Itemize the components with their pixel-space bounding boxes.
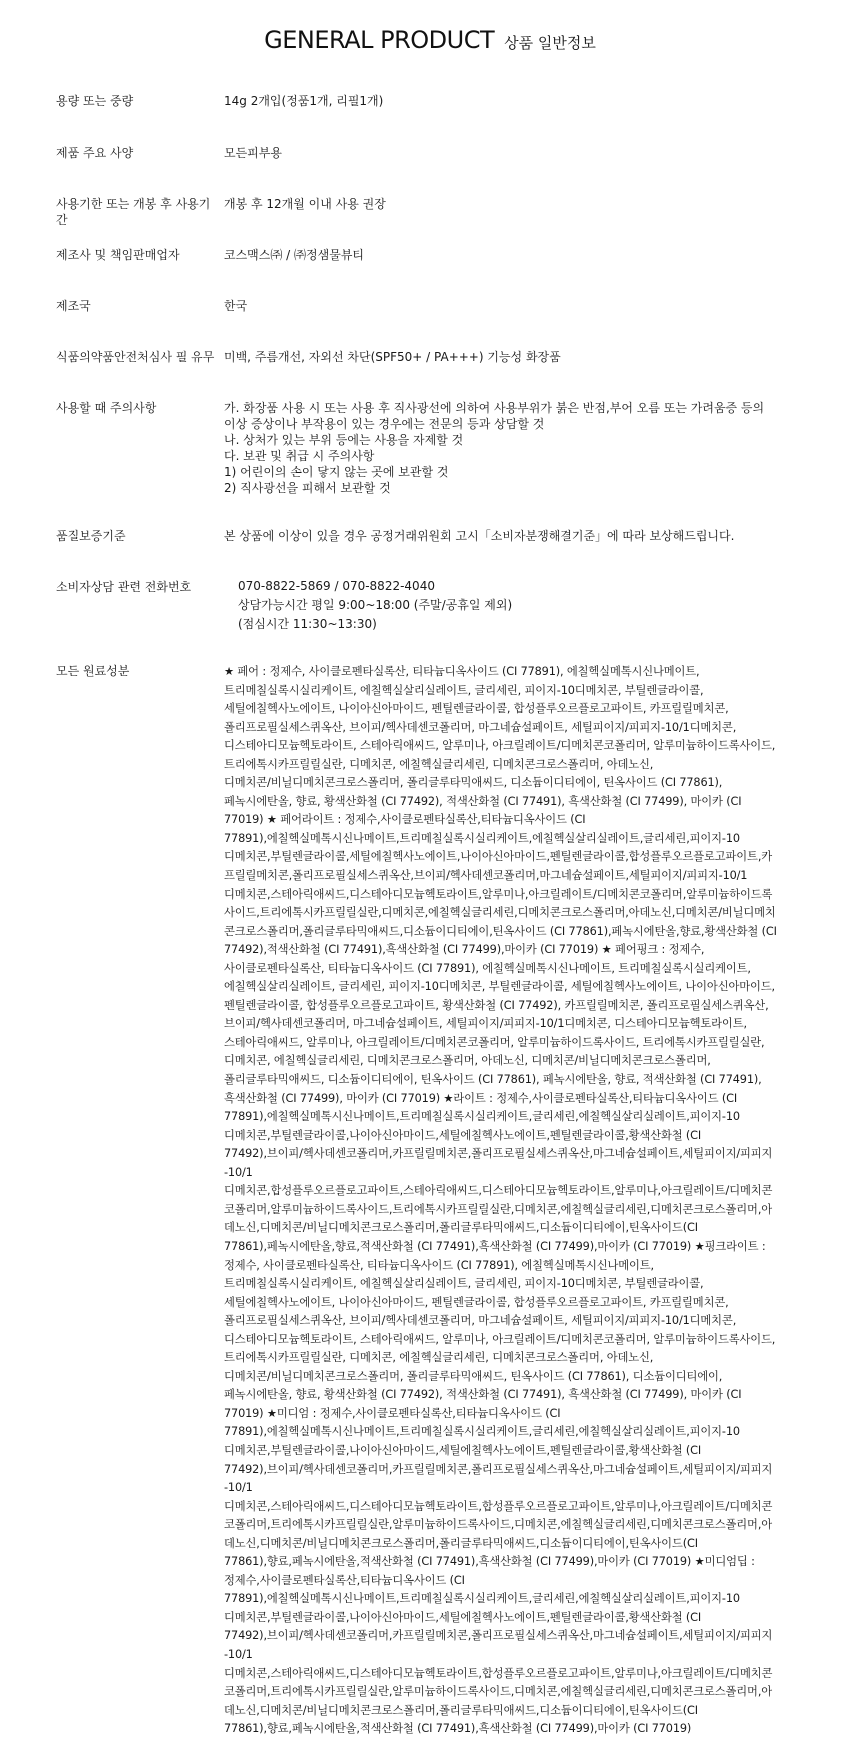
ingredients-text: ★ 페어 : 정제수, 사이클로펜타실록산, 티타늄디옥사이드 (CI 77891), 에칠헥실메톡시신나메이트, 트리메칠실록시실리케이트, 에칠헥실살리실레이트, 글리세린, 피이지-10디메치콘, 부틸렌글라이콜, 세틸에칠헥사노에이트, 나이아신아마이드, 펜틸렌글라이콜, 합성플루오르플로고파이트, 카프릴릴메치콘, 폴리프로필실세스퀴옥산, 브이피/헥사데센코폴리머, 마그네슘설페이트, 세틸피이지/피피지-10/1디메치콘, 디스테아디모늄헥토라이트, 스테아릭애씨드, 알루미나, 아크릴레이트/디메치콘코폴리머, 알루미늄하이드록사이드, 트리에톡시카프릴릴실란, 디메치콘, 에칠헥실글리세린, 디메치콘크로스폴리머, 아데노신, 디메치콘/비닐디메치콘크로스폴리머, 폴리글루타믹애씨드, 디소듐이디티에이, 틴옥사이드 (CI 77861), 페녹시에탄올, 향료, 황색산화철 (CI 77492), 적색산화철 (CI 77491), 흑색산화철 (CI 77499), 마이카 (CI 77019) ★ 페어라이트 : 정제수,사이클로펜타실록산,티타늄디옥사이드 (CI 77891),에칠헥실메톡시신나메이트,트리메칠실록시실리케이트,에칠헥실살리실레이트,글리세린,피이지-10 디메치콘,부틸렌글라이콜,세틸에칠헥사노에이트,나이아신아마이드,펜틸렌글라이콜,합성플루오르플로고파이트,카 프릴릴메치콘,폴리프로필실세스퀴옥산,브이피/헥사데센코폴리머,마그네슘설페이트,세틸피이지/피피지-10/1 디메치콘,스테아릭애씨드,디스테아디모늄헥토라이트,알루미나,아크릴레이트/디메치콘코폴리머,알루미늄하이드록 사이드,트리에톡시카프릴릴실란,디메치콘,에칠헥실글리세린,디메치콘크로스폴리머,아데노신,디메치콘/비닐디메치 콘크로스폴리머,폴리글루타믹애씨드,디소듐이디티에이,틴옥사이드 (CI 77861),페녹시에탄올,향료,황색산화철 (CI 77492),적색산화철 (CI 77491),흑색산화철 (CI 77499),마이카 (CI 77019) ★ 페어핑크 : 정제수, 사이클로펜타실록산, 티타늄디옥사이드 (CI 77891), 에칠헥실메톡시신나메이트, 트리메칠실록시실리케이트, 에칠헥실살리실레이트, 글리세린, 피이지-10디메치콘, 부틸렌글라이콜, 세틸에칠헥사노에이트, 나이아신아마이드, 펜틸렌글라이콜, 합성플루오르플로고파이트, 황색산화철 (CI 77492), 카프릴릴메치콘, 폴리프로필실세스퀴옥산, 브이피/헥사데센코폴리머, 마그네슘설페이트, 세틸피이지/피피지-10/1디메치콘, 디스테아디모늄헥토라이트, 스테아릭애씨드, 알루미나, 아크릴레이트/디메치콘코폴리머, 알루미늄하이드록사이드, 트리에톡시카프릴릴실란, 디메치콘, 에칠헥실글리세린, 디메치콘크로스폴리머, 아데노신, 디메치콘/비닐디메치콘크로스폴리머, 폴리글루타믹애씨드, 디소듐이디티에이, 틴옥사이드 (CI 77861), 페녹시에탄올, 향료, 적색산화철 (CI 77491), 흑색산화철 (CI 77499), 마이카 (CI 77019) ★라이트 : 정제수,사이클로펜타실록산,티타늄디옥사이드 (CI 77891),에칠헥실메톡시신나메이트,트리메칠실록시실리케이트,글리세린,에칠헥실살리실레이트,피이지-10 디메치콘,부틸렌글라이콜,나이아신아마이드,세틸에칠헥사노에이트,펜틸렌글라이콜,황색산화철 (CI 77492),브이피/헥사데센코폴리머,카프릴릴메치콘,폴리프로필실세스퀴옥산,마그네슘설페이트,세틸피이지/피피지 -10/1 디메치콘,합성플루오르플로고파이트,스테아릭애씨드,디스테아디모늄헥토라이트,알루미나,아크릴레이트/디메치콘 코폴리머,알루미늄하이드록사이드,트리에톡시카프릴릴실란,디메치콘,에칠헥실글리세린,디메치콘크로스폴리머,아 데노신,디메치콘/비닐디메치콘크로스폴리머,폴리글루타믹애씨드,디소듐이디티에이,틴옥사이드(CI 77861),페녹시에탄올,향료,적색산화철 (CI 77491),흑색산화철 (CI 77499),마이카 (CI 77019) ★핑크라이트 : 정제수, 사이클로펜타실록산, 티타늄디옥사이드 (CI 77891), 에칠헥실메톡시신나메이트, 트리메칠실록시실리케이트, 에칠헥실살리실레이트, 글리세린, 피이지-10디메치콘, 부틸렌글라이콜, 세틸에칠헥사노에이트, 나이아신아마이드, 펜틸렌글라이콜, 합성플루오르플로고파이트, 카프릴릴메치콘, 폴리프로필실세스퀴옥산, 브이피/헥사데센코폴리머, 마그네슘설페이트, 세틸피이지/피피지-10/1디메치콘, 디스테아디모늄헥토라이트, 스테아릭애씨드, 알루미나, 아크릴레이트/디메치콘코폴리머, 알루미늄하이드록사이드, 트리에톡시카프릴릴실란, 디메치콘, 에칠헥실글리세린, 디메치콘크로스폴리머, 아데노신, 디메치콘/비닐디메치콘크로스폴리머, 폴리글루타믹애씨드, 틴옥사이드 (CI 77861), 디소듐이디티에이, 페녹시에탄올, 향료, 황색산화철 (CI 77492), 적색산화철 (CI 77491), 흑색산화철 (CI 77499), 마이카 (CI 77019) ★미디엄 : 정제수,사이클로펜타실록산,티타늄디옥사이드 (CI 77891),에칠헥실메톡시신나메이트,트리메칠실록시실리케이트,글리세린,에칠헥실살리실레이트,피이지-10 디메치콘,부틸렌글라이콜,나이아신아마이드,세틸에칠헥사노에이트,펜틸렌글라이콜,황색산화철 (CI 77492),브이피/헥사데센코폴리머,카프릴릴메치콘,폴리프로필실세스퀴옥산,마그네슘설페이트,세틸피이지/피피지 -10/1 디메치콘,스테아릭애씨드,디스테아디모늄헥토라이트,합성플루오르플로고파이트,알루미나,아크릴레이트/디메치콘 코폴리머,트리에톡시카프릴릴실란,알루미늄하이드록사이드,디메치콘,에칠헥실글리세린,디메치콘크로스폴리머,아 데노신,디메치콘/비닐디메치콘크로스폴리머,폴리글루타믹애씨드,디소듐이디티에이,틴옥사이드(CI 77861),향료,페녹시에탄올,적색산화철 (CI 77491),흑색산화철 (CI 77499),마이카 (CI 77019) ★미디엄딥 : 정제수,사이클로펜타실록산,티타늄디옥사이드 (CI 77891),에칠헥실메톡시신나메이트,트리메칠실록시실리케이트,글리세린,에칠헥실살리실레이트,피이지-10 디메치콘,부틸렌글라이콜,나이아신아마이드,세틸에칠헥사노에이트,펜틸렌글라이콜,황색산화철 (CI 77492),브이피/헥사데센코폴리머,카프릴릴메치콘,폴리프로필실세스퀴옥산,마그네슘설페이트,세틸피이지/피피지 -10/1 디메치콘,스테아릭애씨드,디스테아디모늄헥토라이트,합성플루오르플로고파이트,알루미나,아크릴레이트/디메치콘 코폴리머,트리에톡시카프릴릴실란,알루미늄하이드록사이드,디메치콘,에칠헥실글리세린,디메치콘크로스폴리머,아 데노신,디메치콘/비닐디메치콘크로스폴리머,폴리글루타믹애씨드,디소듐이디티에이,틴옥사이드(CI 77861),향료,페녹시에탄올,적색산화철 (CI 77491),흑색산화철 (CI 77499),마이카 (CI 77019) — [224, 665, 777, 1736]
contact-line: 070-8822-5869 / 070-8822-4040 — [238, 579, 435, 593]
row-value: 모든피부용 — [224, 146, 282, 160]
row-value: 개봉 후 12개월 이내 사용 권장 — [224, 197, 386, 211]
caution-line: 다. 보관 및 취급 시 주의사항 — [224, 449, 375, 463]
row-label: 모든 원료성분 — [56, 664, 130, 678]
contact-line: (점심시간 11:30~13:30) — [238, 617, 377, 631]
row-label: 품질보증기준 — [56, 529, 126, 543]
caution-line: 2) 직사광선을 피해서 보관할 것 — [224, 481, 391, 495]
row-label: 사용할 때 주의사항 — [56, 401, 157, 415]
row-value: 14g 2개입(정품1개, 리필1개) — [224, 94, 384, 108]
page-title — [0, 0, 860, 60]
row-value: 본 상품에 이상이 있을 경우 공정거래위원회 고시「소비자분쟁해결기준」에 따라 보상해드립니다. — [224, 529, 735, 543]
row-label: 제조사 및 책임판매업자 — [56, 248, 180, 262]
contact-line: 상담가능시간 평일 9:00~18:00 (주말/공휴일 제외) — [238, 598, 513, 612]
title-en: GENERAL PRODUCT — [264, 26, 495, 54]
row-value: 코스맥스㈜ / ㈜정샘물뷰티 — [224, 248, 365, 262]
row-value: 한국 — [224, 299, 248, 313]
caution-line: 이상 증상이나 부작용이 있는 경우에는 전문의 등과 상담할 것 — [224, 417, 545, 431]
row-label: 식품의약품안전처심사 필 유무 — [56, 350, 215, 364]
caution-text — [224, 400, 804, 496]
row-label: 제품 주요 사양 — [56, 146, 134, 160]
contact-text — [238, 577, 818, 634]
caution-line: 1) 어린이의 손이 닿지 않는 곳에 보관할 것 — [224, 465, 449, 479]
row-label: 소비자상담 관련 전화번호 — [56, 580, 192, 594]
caution-line: 나. 상처가 있는 부위 등에는 사용을 자제할 것 — [224, 433, 464, 447]
row-label: 용량 또는 중량 — [56, 94, 134, 108]
row-label: 제조국 — [56, 299, 91, 313]
row-label: 사용기한 또는 개봉 후 사용기간 — [56, 197, 211, 227]
caution-line: 가. 화장품 사용 시 또는 사용 후 직사광선에 의하여 사용부위가 붉은 반점,부어 오름 또는 가려움증 등의 — [224, 401, 765, 415]
title-ko: 상품 일반정보 — [504, 34, 596, 52]
row-value: 미백, 주름개선, 자외선 차단(SPF50+ / PA+++) 기능성 화장품 — [224, 350, 561, 364]
